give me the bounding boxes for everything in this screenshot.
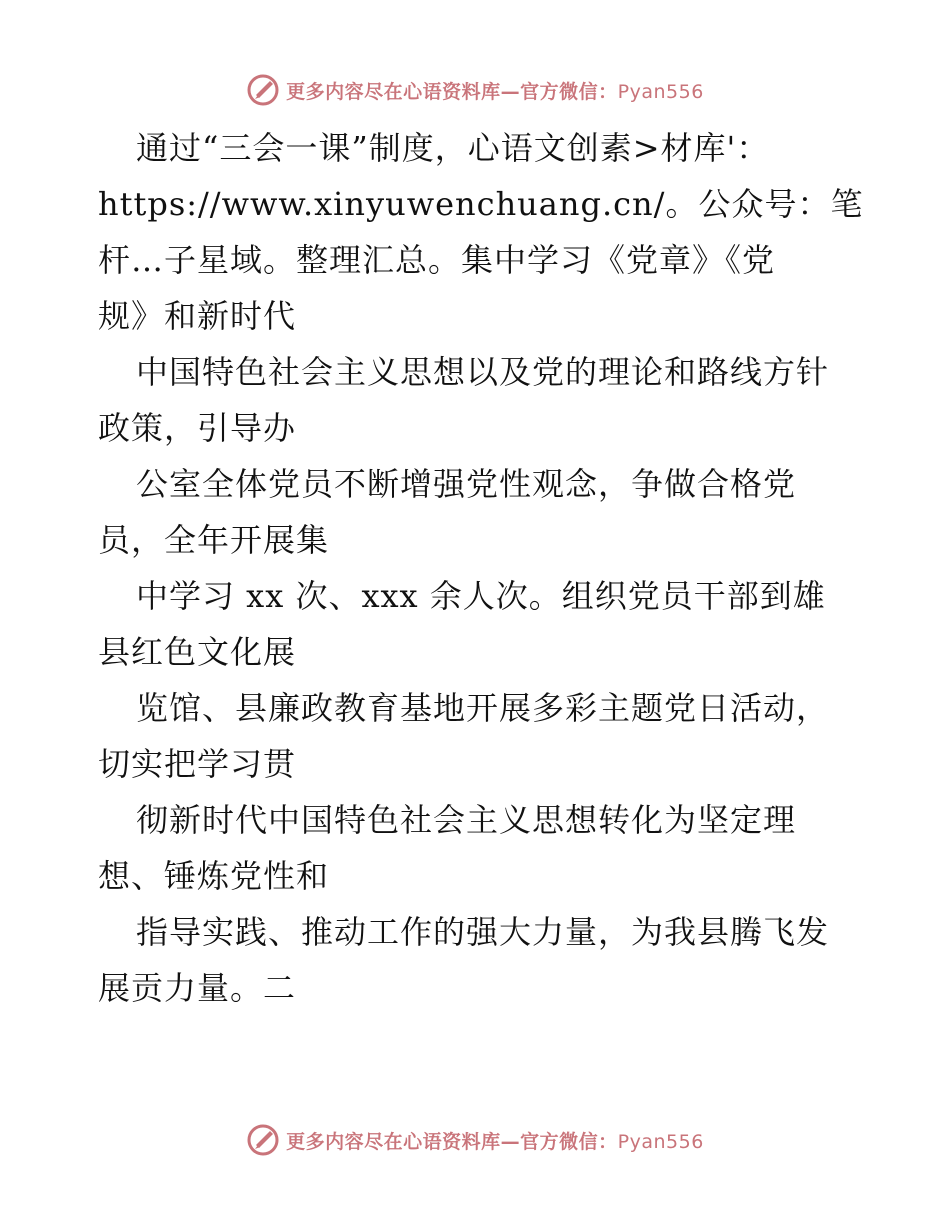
text-line: 切实把学习贯 (98, 745, 297, 783)
text-line: https://www.xinyuwenchuang.cn/。公众号：笔 (98, 185, 864, 223)
watermark-text (286, 77, 704, 104)
brand-logo-icon (246, 1123, 280, 1157)
brand-logo-icon (246, 73, 280, 107)
text-line: 中国特色社会主义思想以及党的理论和路线方针 (136, 353, 830, 391)
text-line: 想、锤炼党性和 (98, 857, 330, 895)
watermark-wechat-id: Pyan556 (617, 1130, 704, 1153)
text-line: 中学习 xx 次、xxx 余人次。组织党员干部到雄 (136, 577, 826, 615)
text-line: 公室全体党员不断增强党性观念，争做合格党 (136, 465, 797, 503)
text-line: 彻新时代中国特色社会主义思想转化为坚定理 (136, 801, 797, 839)
watermark-main-text: 更多内容尽在心语资料库—官方微信： (286, 80, 618, 103)
text-line: 通过“三会一课”制度，心语文创素>材库'： (136, 129, 770, 167)
text-line: 览馆、县廉政教育基地开展多彩主题党日活动， (136, 689, 830, 727)
text-line: 政策，引导办 (98, 409, 297, 447)
text-line: 规》和新时代 (98, 297, 297, 335)
watermark-main-text: 更多内容尽在心语资料库—官方微信： (286, 1130, 618, 1153)
watermark-text (286, 1127, 704, 1154)
watermark-wechat-id: Pyan556 (617, 80, 704, 103)
document-body (98, 120, 864, 1016)
text-line: 指导实践、推动工作的强大力量，为我县腾飞发 (136, 913, 830, 951)
text-line: 杆…子星域。整理汇总。集中学习《党章》《党 (98, 241, 776, 279)
header-watermark (0, 70, 950, 110)
text-line: 县红色文化展 (98, 633, 297, 671)
footer-watermark (0, 1120, 950, 1160)
text-line: 员，全年开展集 (98, 521, 330, 559)
text-line: 展贡力量。二 (98, 969, 297, 1007)
